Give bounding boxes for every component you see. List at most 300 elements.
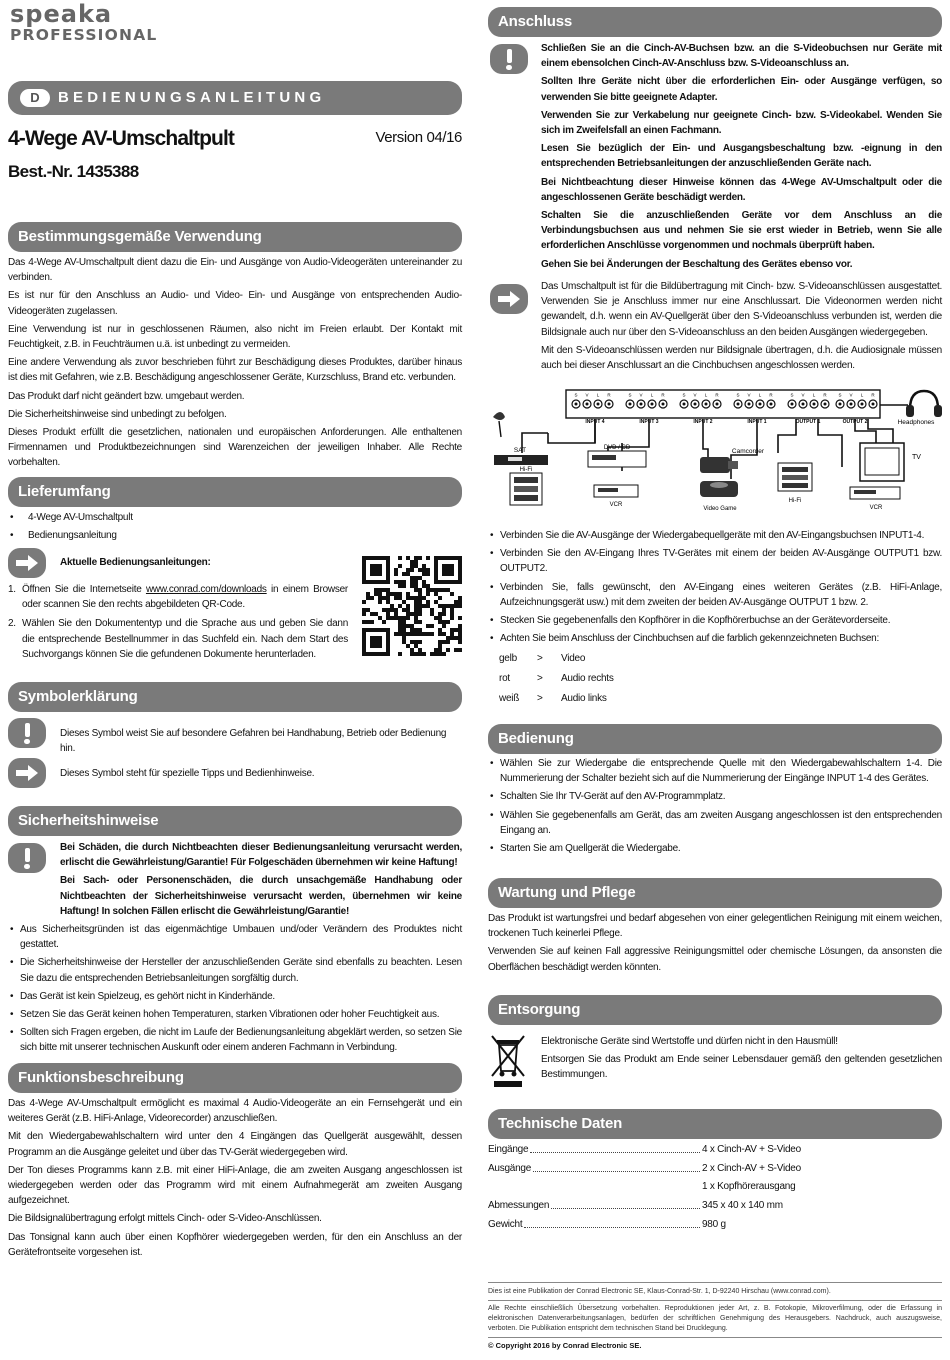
tech-label: Abmessungen [488,1200,550,1212]
qr-module [430,624,434,628]
jack-label: S [736,392,740,398]
qr-module [386,616,390,620]
step-2: 2. Wählen Sie den Dokumententyp und die Sprache aus und geben Sie dann die entsprechende Bestellnummer in das Suchfeld ein. Nach dem Start des Suchvorgangs können Sie die gefundenen Dokumente herunterladen. [8,618,348,660]
qr-module [378,596,382,600]
qr-module [366,592,370,596]
list-item: • Aus Sicherheitsgründen ist das eigenmächtige Umbauen und/oder Verändern des Produktes nicht gestattet. [8,922,462,952]
qr-module [410,612,414,616]
qr-module [426,572,430,576]
qr-module [426,624,430,628]
qr-module [434,592,438,596]
input4-label: INPUT 4 [585,419,605,425]
qr-module [442,632,446,636]
tech-value: 345 x 40 x 140 mm [702,1200,783,1212]
qr-module [362,620,366,624]
footer-copyright: © Copyright 2016 by Conrad Electronic SE. [488,1337,942,1352]
tech-value: 980 g [702,1218,726,1230]
qr-module [426,600,430,604]
list-item: • Setzen Sie das Gerät keinen hohen Temperaturen, starken Vibrationen oder hoher Feuchtigkeit aus. [8,1007,462,1022]
qr-module [414,580,418,584]
tech-value: 2 x Cinch-AV + S-Video [702,1162,801,1174]
qr-module [406,608,410,612]
av-jack-pin [705,403,708,406]
qr-module [398,556,402,560]
qr-module [382,596,386,600]
qr-module [414,588,418,592]
jack-label: V [747,392,751,398]
qr-module [442,588,446,592]
paragraph: Der Ton dieses Programms kann z.B. mit einer HiFi-Anlage, die am zweiten Ausgang angeschlossen ist wiedergegeben werden oder das Programm wird mit einem Aufnahmegerät am zweiten Ausgang aufgezeichnet. [8,1164,462,1207]
qr-module [430,588,434,592]
jack-label: V [801,392,805,398]
tech-row [488,1198,942,1217]
tech-row [488,1161,942,1180]
operation-steps [488,756,942,859]
list-item: • 4-Wege AV-Umschaltpult [8,510,462,525]
qr-module [394,572,398,576]
qr-module [410,596,414,600]
input1-label: INPUT 1 [747,419,767,425]
qr-module [426,588,430,592]
jack-label: L [860,392,864,398]
qr-module [402,624,406,628]
qr-module [402,572,406,576]
paragraph: Eine andere Verwendung als zuvor beschrieben führt zur Beschädigung dieses Produktes, darüber hinaus ist dies mit Gefahren, wie z.B. Beschädigung angeschlossener Geräte, Kurzschluss, Brand etc. verbunden. [8,357,462,384]
qr-module [450,636,454,640]
qr-module [406,568,410,572]
paragraph: Die Sicherheitshinweise sind unbedingt zu befolgen. [8,408,227,420]
tv-label: TV [912,454,921,461]
step-1: 1. Öffnen Sie die Internetseite www.conrad.com/downloads in einem Browser oder scannen Sie den rechts abgebildeten QR-Code. [8,584,348,611]
qr-module [442,624,446,628]
qr-module [414,652,418,656]
qr-module [402,600,406,604]
av-jack-pin [813,403,816,406]
vcr-left [594,485,638,508]
qr-module [394,632,398,636]
qr-module [414,608,418,612]
qr-module [398,592,402,596]
download-steps [8,582,348,665]
jack-label: R [661,392,665,398]
qr-module [366,620,370,624]
language-badge: D [20,89,50,107]
qr-module [362,608,366,612]
qr-module [426,568,430,572]
av-jack-pin [651,403,654,406]
qr-module [410,576,414,580]
video-game-label: Video Game [703,506,737,512]
jack-label: L [650,392,654,398]
qr-module [442,640,446,644]
qr-module [438,604,442,608]
qr-module [446,640,450,644]
qr-module [402,616,406,620]
qr-module [422,584,426,588]
qr-module [370,596,374,600]
qr-module [422,632,426,636]
connection-tip-text [541,279,942,376]
list-item: • Wählen Sie zur Wiedergabe die entsprechende Quelle mit den Wiedergabewahlschaltern 1-4. Die Nummerierung der Schalter bezieht sich auf die Nummerierung der Eingänge INPUT 1-4 des Gerätes. [488,756,942,786]
qr-module [402,584,406,588]
headphones [898,391,942,426]
paragraph: Das 4-Wege AV-Umschaltpult dient dazu die Ein- und Ausgänge von Audio-Videogeräten untereinander zu verbinden. [8,257,462,284]
paragraph: Bei Nichtbeachtung dieser Hinweise können das 4-Wege AV-Umschaltpult oder die angeschlossenen Geräte beschädigt werden. [541,176,942,203]
qr-module [398,580,402,584]
paragraph: Das Produkt darf nicht geändert bzw. umgebaut werden. [8,390,245,402]
qr-module [414,604,418,608]
tech-value: 1 x Kopfhörerausgang [702,1181,796,1193]
qr-module [450,628,454,632]
jack-label: L [758,392,762,398]
jack-label: L [704,392,708,398]
qr-module [402,628,406,632]
warning-icon [490,44,528,74]
qr-module [438,652,442,656]
verwendung-text [8,255,462,474]
qr-module [410,560,414,564]
qr-module [438,640,442,644]
arrow-icon [8,758,46,788]
dvd-player [588,445,646,467]
qr-module [390,616,394,620]
qr-module [454,636,458,640]
paragraph: Mit den Wiedergabewahlschaltern wird unter den 4 Eingängen das Quellgerät ausgewählt, dessen Programm an die Ausgänge geleitet und über das TV-Gerät wiedergegeben wird. [8,1131,462,1158]
qr-module [386,608,390,612]
section-heading-symbole: Symbolerklärung [8,682,462,712]
qr-module [414,632,418,636]
av-jack-pin [683,403,686,406]
jack-label: L [596,392,600,398]
qr-module [410,632,414,636]
qr-module [398,564,402,568]
av-jack-pin [586,403,589,406]
jack-label: R [715,392,719,398]
av-jack-pin [737,403,740,406]
qr-module [378,592,382,596]
paragraph: Die Bildsignalübertragung erfolgt mittels Cinch- oder S-Video-Anschlüssen. [8,1213,322,1225]
qr-module [386,596,390,600]
qr-module [414,644,418,648]
qr-module [410,568,414,572]
qr-module [382,588,386,592]
qr-module [418,592,422,596]
qr-module [418,648,422,652]
qr-module [438,632,442,636]
qr-module [438,616,442,620]
qr-module [402,640,406,644]
qr-module [394,612,398,616]
qr-module [402,636,406,640]
list-item: • Achten Sie beim Anschluss der Cinchbuchsen auf die farblich gekennzeichneten Buchsen: [488,631,942,646]
qr-module [434,652,438,656]
qr-module [366,608,370,612]
qr-module [458,600,462,604]
qr-module [414,560,418,564]
television [860,443,921,481]
qr-module [406,596,410,600]
qr-module [438,620,442,624]
qr-module [410,580,414,584]
paragraph: Sollten Ihre Geräte nicht über die erforderlichen Ein- oder Ausgänge verfügen, so verwenden Sie bitte geeignete Adapter. [541,76,942,103]
qr-module [426,556,430,560]
jack-label: S [790,392,794,398]
qr-module [454,600,458,604]
qr-module [410,652,414,656]
qr-module [418,612,422,616]
qr-module [414,616,418,620]
qr-module [414,584,418,588]
qr-module [414,640,418,644]
qr-module [414,556,418,560]
tech-label: Gewicht [488,1218,523,1230]
qr-module [438,648,442,652]
qr-module [430,632,434,636]
qr-module [426,604,430,608]
av-jack-pin [861,403,864,406]
qr-module [406,604,410,608]
safety-list [8,922,462,1059]
paragraph: Gehen Sie bei Änderungen der Beschaltung des Gerätes ebenso vor. [541,258,853,270]
qr-module [458,628,462,632]
qr-module [442,608,446,612]
connection-steps [488,528,942,649]
hifi-right-label: Hi-Fi [788,498,802,504]
qr-module [406,612,410,616]
output2-label: OUTPUT 2 [842,419,868,425]
qr-module [418,640,422,644]
qr-module [406,624,410,628]
qr-module [418,620,422,624]
section-heading-wartung: Wartung und Pflege [488,878,942,908]
qr-module [378,600,382,604]
jack-label: S [574,392,578,398]
qr-module [394,592,398,596]
qr-module [386,600,390,604]
qr-module [414,596,418,600]
qr-module [418,652,422,656]
qr-module [406,556,410,560]
qr-module [366,596,370,600]
av-jack-pin [748,403,751,406]
paragraph: Bei Sach- oder Personenschäden, die durch unsachgemäße Handhabung oder Nichtbeachten der Sicherheitshinweise verursacht werden, übernehmen wir keine Haftung! In solchen Fällen erlischt die Gewährleistung/Garantie! [60,875,462,917]
qr-module [382,620,386,624]
qr-finder [442,564,454,576]
brand-name: speaka [10,0,113,28]
paragraph: Bei Schäden, die durch Nichtbeachten dieser Bedienungsanleitung verursacht werden, erlischt die Gewährleistung/Garantie! Für Folgeschäden übernehmen wir keine Haftung! [60,842,462,869]
qr-module [450,604,454,608]
qr-module [442,652,446,656]
av-jack-pin [802,403,805,406]
qr-module [406,616,410,620]
vcr-left-label: VCR [609,502,623,508]
paragraph: Das Tonsignal kann auch über einen Kopfhörer wiedergegeben werden, für den ein Anschluss an der Gerätefrontseite vorgesehen ist. [8,1231,462,1258]
manual-title: BEDIENUNGSANLEITUNG [58,89,326,106]
section-heading-sicherheit: Sicherheitshinweise [8,806,462,836]
manual-banner [8,81,462,115]
qr-module [414,612,418,616]
qr-module [406,644,410,648]
qr-module [422,572,426,576]
jack-label: V [849,392,853,398]
qr-module [426,584,430,588]
qr-module [446,604,450,608]
function-text [8,1096,462,1263]
qr-module [418,568,422,572]
connection-warning-text [541,41,942,275]
qr-module [422,564,426,568]
jack-label: R [607,392,611,398]
list-item: • Stecken Sie gegebenenfalls den Kopfhörer in die Kopfhörerbuchse an der Gerätevorderseite. [488,613,942,628]
input3-label: INPUT 3 [639,419,659,425]
qr-module [362,600,366,604]
paragraph: Elektronische Geräte sind Wertstoffe und dürfen nicht in den Hausmüll! [541,1036,838,1047]
camcorder [700,448,765,473]
qr-module [390,592,394,596]
qr-module [418,628,422,632]
qr-module [406,572,410,576]
color-row: gelb > Video [499,653,586,664]
qr-module [414,600,418,604]
av-jack-pin [839,403,842,406]
section-heading-verwendung: Bestimmungsgemäße Verwendung [8,222,462,252]
footer [488,1282,942,1352]
qr-module [442,604,446,608]
paragraph: Eine Verwendung ist nur in geschlossenen Räumen, also nicht im Freien erlaubt. Der Kontakt mit Feuchtigkeit, z.B. in Feuchträumen u.ä. ist unbedingt zu vermeiden. [8,323,462,351]
qr-module [418,608,422,612]
section-heading-entsorgung: Entsorgung [488,995,942,1025]
av-jack-pin [694,403,697,406]
qr-module [410,640,414,644]
qr-module [370,620,374,624]
hifi-left-label: Hi-Fi [519,467,533,473]
qr-module [438,644,442,648]
vcr-right-label: VCR [869,505,883,511]
qr-module [418,600,422,604]
jack-label: R [871,392,875,398]
qr-module [410,628,414,632]
qr-module [418,632,422,636]
qr-module [458,636,462,640]
qr-module [410,564,414,568]
qr-module [438,596,442,600]
qr-module [450,616,454,620]
qr-module [418,556,422,560]
paragraph: Das Produkt ist wartungsfrei und bedarf abgesehen von einer gelegentlichen Reinigung mit einem weichen, trockenen Tuch keinerlei Pflege. [488,913,942,940]
qr-module [450,632,454,636]
list-item: • Wählen Sie gegebenenfalls am Gerät, das am zweiten Ausgang angeschlossen ist den entsprechenden Eingang an. [488,808,942,838]
safety-bold-text [60,840,462,922]
list-item: • Verbinden Sie die AV-Ausgänge der Wiedergabequellgeräte mit den AV-Eingangsbuchsen INPUT1-4. [488,528,942,543]
qr-module [422,652,426,656]
qr-module [422,596,426,600]
qr-module [414,564,418,568]
hifi-left [510,467,542,505]
av-jack-pin [629,403,632,406]
qr-module [422,580,426,584]
qr-module [458,624,462,628]
jack-label: R [769,392,773,398]
paragraph: Entsorgen Sie das Produkt am Ende seiner Lebensdauer gemäß den geltenden gesetzlichen Bestimmungen. [541,1054,942,1081]
video-game [700,481,738,512]
downloads-link[interactable]: www.conrad.com/downloads [145,584,267,595]
paragraph: Schließen Sie an die Cinch-AV-Buchsen bzw. an die S-Videobuchsen nur Geräte mit einem ebensolchen Cinch-AV-Anschluss bzw. S-Videoanschluss an. [541,43,942,70]
list-item: • Das Gerät ist kein Spielzeug, es gehört nicht in Kinderhände. [8,989,462,1004]
av-jack-pin [575,403,578,406]
list-item: • Sollten sich Fragen ergeben, die nicht im Laufe der Bedienungsanleitung abgeklärt werden, so setzen Sie sich bitte mit unserer technischen Auskunft oder einem anderen Fachmann in Verbindung. [8,1025,462,1055]
qr-module [414,628,418,632]
qr-module [362,612,366,616]
list-item: • Starten Sie am Quellgerät die Wiedergabe. [488,841,942,856]
qr-module [386,592,390,596]
qr-module [410,648,414,652]
paragraph: Es ist nur für den Anschluss an Audio- und Video- Ein- und Ausgänge von entsprechenden Audio-Videogeräten zugelassen. [8,290,462,317]
jack-label: V [639,392,643,398]
qr-module [430,612,434,616]
camcorder-label: Camcorder [731,448,765,455]
qr-module [406,592,410,596]
qr-module [426,592,430,596]
tech-data-table [488,1142,942,1235]
tech-value: 4 x Cinch-AV + S-Video [702,1144,801,1155]
qr-module [450,608,454,612]
qr-module [434,648,438,652]
qr-module [374,592,378,596]
output1-label: OUTPUT 1 [795,419,821,425]
paragraph: Dieses Produkt erfüllt die gesetzlichen, nationalen und europäischen Anforderungen. Alle enthaltenen Firmennamen und Produktbezeichnungen sind Warenzeichen der jeweiligen Inhaber. Alle Rechte vorbehalten. [8,427,462,469]
qr-module [418,596,422,600]
arrow-icon [8,548,46,578]
jack-label: S [838,392,842,398]
qr-code[interactable] [362,556,462,656]
vcr-right [850,487,900,511]
product-version: Version 04/16 [375,129,462,146]
qr-module [446,588,450,592]
qr-module [458,616,462,620]
qr-module [398,620,402,624]
qr-module [446,648,450,652]
qr-module [442,620,446,624]
footer-publisher: Dies ist eine Publikation der Conrad Electronic SE, Klaus-Conrad-Str. 1, D-92240 Hirschau (www.conrad.com). [488,1288,831,1295]
qr-module [386,612,390,616]
qr-module [434,588,438,592]
qr-module [402,632,406,636]
paragraph: Das 4-Wege AV-Umschaltpult ermöglicht es maximal 4 Audio-Videogeräte an ein Fernsehgerät und ein weiteres Gerät (z.B. HiFi-Anlage, Videorecorder) anzuschließen. [8,1098,462,1125]
qr-module [418,576,422,580]
qr-module [402,580,406,584]
symbol-warning-text: Dieses Symbol weist Sie auf besondere Gefahren bei Handhabung, Betrieb oder Bedienung hin. [60,728,447,755]
jack-label: V [693,392,697,398]
qr-module [398,632,402,636]
color-row: weiß > Audio links [499,693,607,704]
qr-module [370,612,374,616]
qr-module [454,604,458,608]
qr-module [446,620,450,624]
qr-finder [370,564,382,576]
qr-module [458,596,462,600]
section-heading-anschluss: Anschluss [488,7,942,37]
sat-label: SAT [513,447,527,454]
tech-row [488,1142,942,1161]
qr-module [422,568,426,572]
qr-module [398,584,402,588]
qr-module [402,608,406,612]
arrow-icon [490,284,528,314]
qr-module [454,648,458,652]
qr-module [394,608,398,612]
av-switch-box [566,390,880,425]
disposal-text [541,1034,942,1086]
